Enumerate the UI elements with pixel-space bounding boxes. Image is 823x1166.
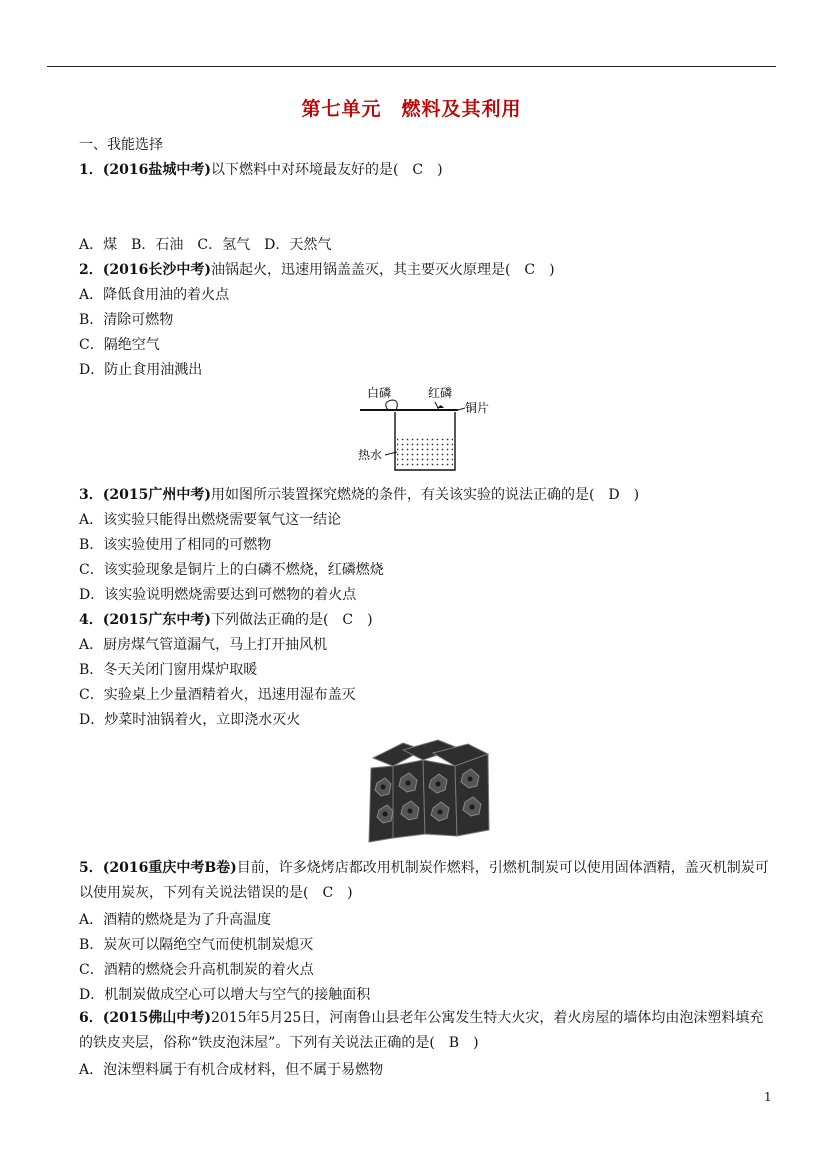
question-number: 3． — [79, 487, 103, 503]
option-c: C．隔绝空气 — [79, 337, 160, 353]
option-c: C．酒精的燃烧会升高机制炭的着火点 — [79, 962, 314, 978]
red-phosphorus-pointer — [435, 402, 439, 410]
question-text: 用如图所示装置探究燃烧的条件，有关该实验的说法正确的是( D ) — [210, 487, 640, 503]
charcoal-briquettes-photo — [363, 738, 493, 848]
option-b: B．清除可燃物 — [79, 312, 174, 328]
option-b: B．冬天关闭门窗用煤炉取暖 — [79, 662, 258, 678]
question-6 — [79, 1006, 773, 1056]
question-1 — [79, 161, 443, 179]
page-number: 1 — [764, 1090, 772, 1104]
question-number: 5． — [79, 860, 103, 876]
question-source: (2015佛山中考) — [102, 1010, 211, 1026]
question-source: (2015广州中考) — [102, 487, 211, 503]
question-number: 6． — [79, 1010, 103, 1026]
question-text: 以下燃料中对环境最友好的是( C ) — [210, 162, 443, 178]
white-phosphorus-sample — [386, 400, 398, 410]
option-d: D．该实验说明燃烧需要达到可燃物的着火点 — [79, 587, 357, 603]
option-c: C．该实验现象是铜片上的白磷不燃烧，红磷燃烧 — [79, 562, 384, 578]
option-a: A．酒精的燃烧是为了升高温度 — [79, 912, 272, 928]
question-text: 油锅起火，迅速用锅盖盖灭，其主要灭火原理是( C ) — [210, 262, 555, 278]
option-d: D．防止食用油溅出 — [79, 362, 203, 378]
question-text: 2015年5月25日，河南鲁山县老年公寓发生特大火灾，着火房屋的墙体均由泡沫塑料填充的铁皮夹层，俗称“铁皮泡沫屋”。下列有关说法正确的是( B ) — [79, 1010, 764, 1051]
option-b: B．该实验使用了相同的可燃物 — [79, 537, 272, 553]
question-text: 下列做法正确的是( C ) — [210, 612, 373, 628]
question-1-options: A．煤 B．石油 C．氢气 D．天然气 — [79, 237, 332, 253]
question-5 — [79, 856, 773, 906]
question-3 — [79, 486, 639, 504]
red-phosphorus-sample — [437, 405, 444, 408]
option-a: A．泡沫塑料属于有机合成材料，但不属于易燃物 — [79, 1062, 384, 1078]
option-d: D．机制炭做成空心可以增大与空气的接触面积 — [79, 987, 371, 1003]
copper-pointer — [458, 408, 465, 410]
hot-water-label: 热水 — [358, 448, 383, 462]
option-c: C．实验桌上少量酒精着火，迅速用湿布盖灭 — [79, 687, 356, 703]
question-source: (2015广东中考) — [102, 612, 211, 628]
page-title: 第七单元 燃料及其利用 — [301, 98, 522, 120]
header-rule — [47, 66, 776, 67]
section-heading: 一、我能选择 — [79, 137, 163, 153]
question-2 — [79, 261, 555, 279]
hot-water — [397, 438, 453, 468]
question-number: 1． — [79, 162, 103, 178]
question-source: (2016盐城中考) — [102, 162, 211, 178]
option-a: A．降低食用油的着火点 — [79, 287, 230, 303]
option-d: D．炒菜时油锅着火，立即浇水灭火 — [79, 712, 301, 728]
question-text: 目前，许多烧烤店都改用机制炭作燃料，引燃机制炭可以使用固体酒精，盖灭机制炭可以使用炭灰，下列有关说法错误的是( C ) — [79, 860, 769, 901]
question-4 — [79, 611, 373, 629]
question-number: 2． — [79, 262, 103, 278]
question-number: 4． — [79, 612, 103, 628]
question-source: (2016重庆中考B卷) — [102, 860, 237, 876]
option-a: A．该实验只能得出燃烧需要氧气这一结论 — [79, 512, 342, 528]
question-source: (2016长沙中考) — [102, 262, 211, 278]
option-b: B．炭灰可以隔绝空气而使机制炭熄灭 — [79, 937, 314, 953]
option-a: A．厨房煤气管道漏气，马上打开抽风机 — [79, 637, 328, 653]
red-phosphorus-label: 红磷 — [428, 386, 453, 400]
white-phosphorus-label: 白磷 — [367, 386, 392, 400]
copper-sheet-label: 铜片 — [465, 401, 490, 415]
combustion-apparatus-diagram — [355, 382, 495, 472]
